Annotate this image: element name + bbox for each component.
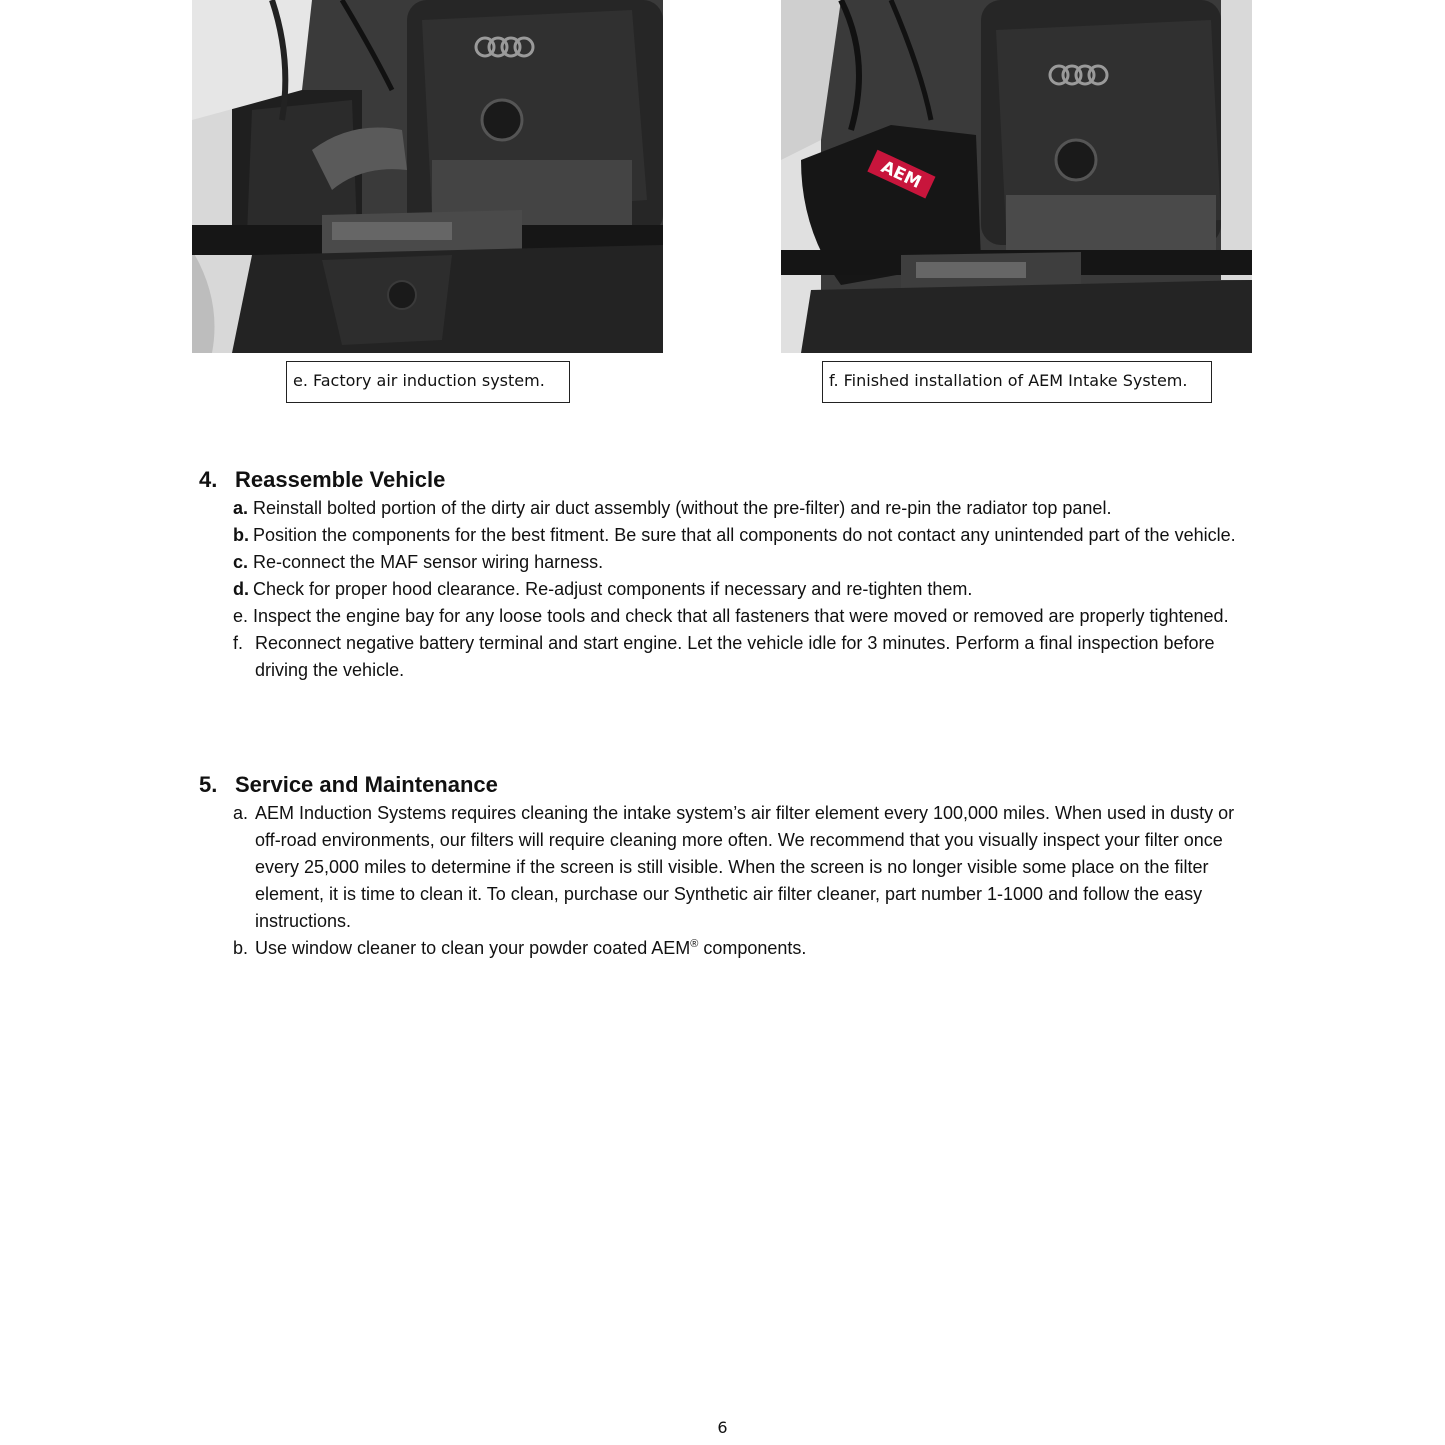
list-text: Reconnect negative battery terminal and start engine. Let the vehicle idle for 3 minutes. Perform a final inspection before driving the vehicle.	[255, 633, 1215, 680]
list-marker: e.	[233, 606, 249, 626]
section-heading	[199, 465, 1259, 495]
list-text: Re-connect the MAF sensor wiring harness.	[253, 552, 604, 572]
engine-bay-photo	[781, 0, 1252, 353]
photo-factory-intake	[192, 0, 663, 353]
list-marker: f.	[233, 633, 244, 653]
list-text: Position the components for the best fitment. Be sure that all components do not contact any unintended part of the vehicle.	[253, 525, 1236, 545]
list-text: AEM Induction Systems requires cleaning the intake system’s air filter element every 100,000 miles. When used in dusty or off-road environments, our filters will require cleaning more often. We recommend that you visually inspect your filter once every 25,000 miles to determine if the screen is still visible. When the screen is no longer visible some place on the filter element, it is time to clean it. To clean, purchase our Synthetic air filter cleaner, part number 1-1000 and follow the easy instructions.	[255, 803, 1235, 931]
step-list	[199, 800, 1259, 962]
list-text: Check for proper hood clearance. Re-adjust components if necessary and re-tighten them.	[253, 579, 973, 599]
engine-bay-photo	[192, 0, 663, 353]
list-item	[199, 576, 1259, 603]
list-text: Reinstall bolted portion of the dirty air duct assembly (without the pre-filter) and re-pin the radiator top panel.	[253, 498, 1112, 518]
registered-trademark-symbol: ®	[690, 938, 699, 950]
section-service-maintenance	[199, 770, 1259, 962]
list-item	[199, 495, 1259, 522]
list-marker: a.	[233, 803, 249, 823]
figure-caption-e: e. Factory air induction system.	[286, 361, 570, 403]
section-number: 5.	[199, 772, 218, 797]
section-heading	[199, 770, 1259, 800]
list-marker: b.	[233, 938, 249, 958]
list-item	[199, 935, 1259, 962]
list-marker: c.	[233, 552, 249, 572]
section-number: 4.	[199, 467, 218, 492]
list-marker: b.	[233, 525, 249, 545]
step-list	[199, 495, 1259, 684]
section-title: Service and Maintenance	[235, 772, 498, 797]
list-marker: a.	[233, 498, 249, 518]
section-title: Reassemble Vehicle	[235, 467, 446, 492]
page-number: 6	[717, 1418, 728, 1437]
list-item	[199, 630, 1259, 684]
svg-text:AEM: AEM	[877, 157, 925, 193]
list-marker: d.	[233, 579, 249, 599]
list-text: Inspect the engine bay for any loose tools and check that all fasteners that were moved or removed are properly tightened.	[253, 606, 1229, 626]
section-reassemble-vehicle	[199, 465, 1259, 684]
list-item	[199, 800, 1259, 935]
list-item	[199, 522, 1259, 549]
list-item	[199, 549, 1259, 576]
text-before-trademark: Use window cleaner to clean your powder coated AEM	[255, 938, 691, 958]
figure-caption-f: f. Finished installation of AEM Intake System.	[822, 361, 1212, 403]
list-text	[255, 935, 1259, 962]
list-item	[199, 603, 1259, 630]
photo-finished-installation	[781, 0, 1252, 353]
text-after-trademark: components.	[698, 938, 807, 958]
